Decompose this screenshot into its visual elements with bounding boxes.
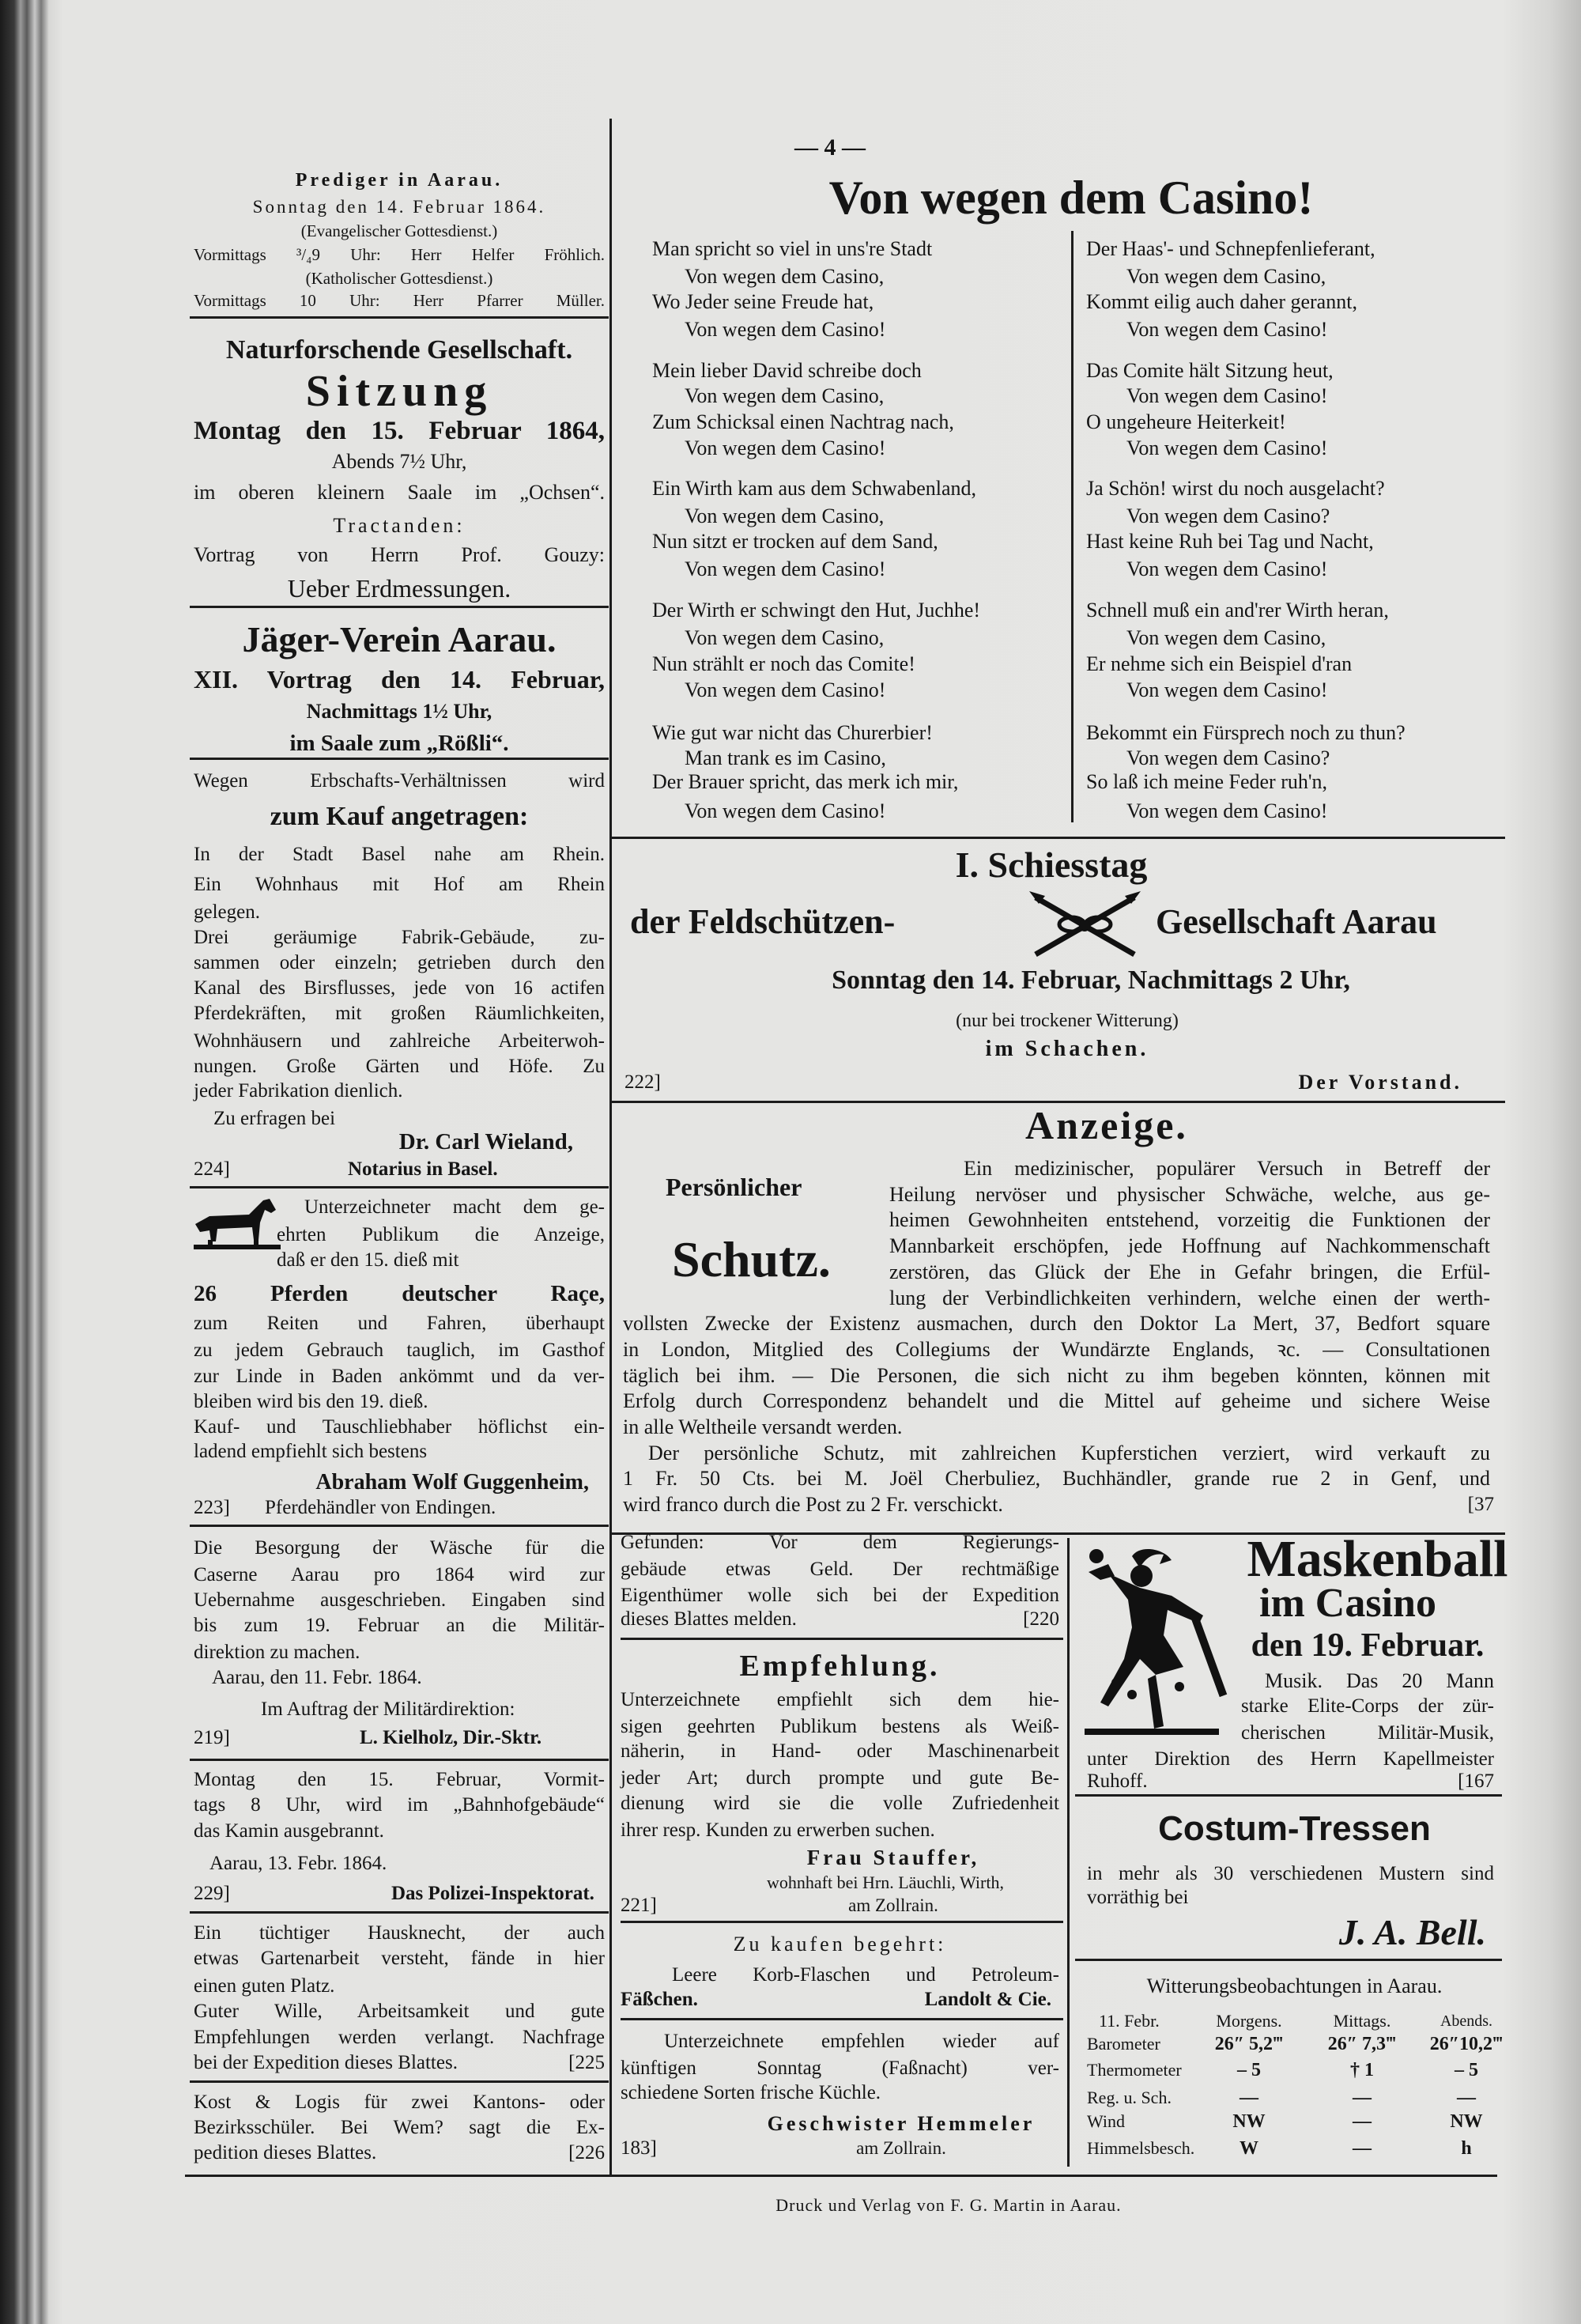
text-line: am Zollrain. — [856, 2138, 946, 2158]
poem-line: Hast keine Ruh bei Tag und Nacht, — [1086, 530, 1374, 553]
rule — [1075, 1959, 1502, 1961]
crossed-rifles-icon — [1028, 890, 1142, 961]
text-line: bis zum 19. Februar an die Militär- — [194, 1615, 605, 1636]
column-divider-lower — [1067, 1538, 1070, 2167]
rule — [190, 2080, 609, 2083]
text-line: jeder Art; durch prompte und gute Be- — [621, 1767, 1059, 1789]
signature: Landolt & Cie. — [924, 1989, 1051, 2010]
ad-title: Costum-Tressen — [1158, 1809, 1431, 1848]
poem-line: Er nehme sich ein Beispiel d'ran — [1086, 652, 1353, 675]
poem-line: Das Comite hält Sitzung heut, — [1086, 359, 1334, 382]
ad-number: 224] — [194, 1158, 230, 1180]
row-label: Wind — [1087, 2111, 1125, 2131]
table-cell: — — [1240, 2088, 1258, 2108]
rule — [621, 1638, 1063, 1640]
table-cell: NW — [1450, 2111, 1483, 2132]
table-cell: 26″ 5,2‴ — [1214, 2034, 1284, 2054]
bottom-rule — [185, 2175, 1497, 2177]
poem-title: Von wegen dem Casino! — [828, 172, 1314, 224]
horse-icon — [194, 1192, 281, 1264]
ad-number: 183] — [621, 2137, 657, 2159]
poem-line: Schnell muß ein and'rer Wirth heran, — [1086, 599, 1389, 622]
table-title: Witterungsbeobachtungen in Aarau. — [1146, 1974, 1443, 1997]
header-cell: Morgens. — [1216, 2011, 1282, 2031]
poem-line: Von wegen dem Casino? — [1126, 746, 1330, 769]
text-line: bei der Expedition dieses Blattes. — [194, 2052, 458, 2073]
text-line: Aarau, 13. Febr. 1864. — [209, 1853, 387, 1874]
ad-side-heading: Schutz. — [672, 1231, 831, 1287]
poem-divider — [1071, 231, 1073, 822]
poem-line: Kommt eilig auch daher gerannt, — [1086, 290, 1357, 313]
poem-line: Man trank es im Casino, — [685, 746, 886, 769]
poem-line: Wo Jeder seine Freude hat, — [652, 290, 874, 313]
ad-title: Anzeige. — [1025, 1103, 1188, 1147]
text-line: cherischen Militär-Musik, — [1241, 1722, 1494, 1744]
poem-line: Von wegen dem Casino, — [685, 626, 885, 649]
notice-title: Zu kaufen begehrt: — [733, 1933, 947, 1956]
rule — [190, 1759, 609, 1761]
ad-date: Sonntag den 14. Februar, Nachmittags 2 Uhr, — [832, 965, 1350, 995]
text-line: vorräthig bei — [1087, 1887, 1189, 1908]
column-divider — [609, 119, 612, 2175]
text-line: Empfehlungen werden verlangt. Nachfrage — [194, 2027, 605, 2048]
text-line: in alle Weltheile versandt werden. — [623, 1415, 903, 1438]
rule — [190, 758, 609, 760]
text-line: unter Direktion des Herrn Kapellmeister — [1087, 1748, 1494, 1770]
text-line: in mehr als 30 verschiedenen Mustern sind — [1087, 1863, 1494, 1884]
row-label: Reg. u. Sch. — [1087, 2088, 1172, 2107]
text-line: gebäude etwas Geld. Der rechtmäßige — [621, 1559, 1059, 1580]
poem-line: Bekommt ein Fürsprech noch zu thun? — [1086, 721, 1406, 744]
signature: Dr. Carl Wieland, — [398, 1129, 573, 1154]
text-line: Die Besorgung der Wäsche für die — [194, 1537, 605, 1559]
table-cell: W — [1240, 2138, 1258, 2159]
ad-title-left: der Feldschützen- — [630, 902, 896, 941]
signature: Frau Stauffer, — [806, 1846, 980, 1869]
ad-title: Maskenball — [1247, 1530, 1508, 1588]
table-cell: † 1 — [1350, 2060, 1374, 2080]
text-line: (Katholischer Gottesdienst.) — [305, 269, 493, 288]
poem-line: Von wegen dem Casino! — [1126, 799, 1328, 822]
notice-title: Empfehlung. — [739, 1649, 941, 1683]
notice-title: Jäger-Verein Aarau. — [242, 619, 557, 659]
table-cell: – 5 — [1455, 2060, 1478, 2080]
table-cell: — — [1353, 2138, 1372, 2159]
header-cell: Mittags. — [1333, 2011, 1391, 2031]
signature: Abraham Wolf Guggenheim, — [315, 1470, 589, 1495]
text-line: Aarau, den 11. Febr. 1864. — [212, 1667, 422, 1688]
ad-number: 229] — [194, 1883, 230, 1904]
text-line: Montag den 15. Februar, Vormit- — [194, 1769, 605, 1790]
text-line: (Evangelischer Gottesdienst.) — [300, 221, 498, 240]
signature: L. Kielholz, Dir.-Sktr. — [360, 1727, 542, 1748]
text-line: Wegen Erbschafts-Verhältnissen wird — [194, 770, 605, 792]
text-line: täglich bei ihm. — Die Personen, die sich nicht zu ihm begeben könnten, können mit — [623, 1363, 1490, 1387]
row-label: Himmelsbesch. — [1087, 2138, 1195, 2158]
text-line: Unterzeichnete empfiehlt sich dem hie- — [621, 1689, 1059, 1710]
text-line: ihrer resp. Kunden zu erwerben suchen. — [621, 1820, 935, 1841]
text-line: sammen oder einzeln; getrieben durch den — [194, 952, 605, 973]
poem-line: Der Haas'- und Schnepfenlieferant, — [1086, 237, 1375, 260]
poem-line: Der Wirth er schwingt den Hut, Juchhe! — [652, 599, 981, 622]
text-line: dienung wird sie die volle Zufriedenheit — [621, 1793, 1059, 1814]
text-line: zum Reiten und Fahren, überhaupt — [194, 1313, 605, 1334]
poem-line: Ein Wirth kam aus dem Schwabenland, — [652, 477, 977, 500]
rule — [612, 837, 1505, 839]
ad-subtitle: im Casino — [1259, 1581, 1436, 1626]
text-line: pedition dieses Blattes. — [194, 2142, 377, 2163]
text-line: in London, Mitglied des Collegiums der Wundärzte Englands, ꝛc. — Consultationen — [623, 1337, 1490, 1361]
footer-imprint: Druck und Verlag von F. G. Martin in Aarau. — [775, 2195, 1122, 2215]
text-line: Tractanden: — [333, 514, 466, 537]
ad-number: [226 — [568, 2142, 605, 2163]
text-line: Kanal des Birsflusses, jede von 16 actifen — [194, 977, 605, 999]
text-line: daß er den 15. dieß mit — [277, 1249, 459, 1271]
rule — [190, 316, 609, 319]
poem-line: Der Brauer spricht, das merk ich mir, — [652, 770, 959, 793]
text-line: zerstören, das Glück der Ehe in Gefahr bringen, die Erfül- — [889, 1260, 1490, 1283]
text-line: gelegen. — [194, 901, 260, 923]
text-line: Erfolg durch Correspondenz behandelt und die Mittel auf geheime und sichere Weise — [623, 1389, 1490, 1413]
text-line: ehrten Publikum die Anzeige, — [277, 1224, 605, 1245]
text-line: Abends 7½ Uhr, — [331, 450, 467, 473]
poem-line: Von wegen dem Casino! — [1126, 557, 1328, 580]
text-line: Nachmittags 1½ Uhr, — [306, 700, 492, 723]
signature: J. A. Bell. — [1338, 1912, 1486, 1952]
text-line: wohnhaft bei Hrn. Läuchli, Wirth, — [767, 1872, 1004, 1892]
text-line: Ruhoff. — [1087, 1770, 1148, 1792]
text-line: Sonntag den 14. Februar 1864. — [252, 197, 546, 217]
page-number: — 4 — — [794, 134, 866, 161]
text-line: Gefunden: Vor dem Regierungs- — [621, 1532, 1059, 1553]
text-line: Leere Korb-Flaschen und Petroleum- — [672, 1964, 1059, 1986]
text-line: jeder Fabrikation dienlich. — [194, 1080, 403, 1102]
text-line: Zu erfragen bei — [213, 1108, 336, 1129]
text-line: Caserne Aarau pro 1864 wird zur — [194, 1564, 605, 1585]
text-line: lung der Verbindlichkeiten verhindern, welche einen der werth- — [889, 1286, 1490, 1309]
text-line: Ueber Erdmessungen. — [287, 574, 511, 603]
header-cell: 11. Febr. — [1099, 2011, 1160, 2031]
text-line: Fäßchen. — [621, 1989, 698, 2010]
poem-line: Zum Schicksal einen Nachtrag nach, — [652, 410, 954, 433]
text-line: Pferdekräften, mit großen Räumlichkeiten, — [194, 1003, 605, 1024]
text-line: Im Auftrag der Militärdirektion: — [261, 1699, 515, 1720]
poem-line: So laß ich meine Feder ruh'n, — [1086, 770, 1328, 793]
text-line: Der persönliche Schutz, mit zahlreichen Kupferstichen verziert, wird verkauft zu — [648, 1441, 1490, 1464]
ad-number: [220 — [1023, 1608, 1059, 1630]
text-line: Musik. Das 20 Mann — [1265, 1669, 1494, 1692]
poem-line: Nun sitzt er trocken auf dem Sand, — [652, 530, 938, 553]
text-line: im oberen kleinern Saale im „Ochsen“. — [194, 481, 605, 504]
poem-line: Von wegen dem Casino! — [685, 799, 886, 822]
poem-line: Von wegen dem Casino? — [1126, 504, 1330, 527]
text-line: starke Elite-Corps der zür- — [1241, 1695, 1494, 1717]
ad-number: [37 — [1467, 1494, 1494, 1515]
ad-place: im Schachen. — [985, 1037, 1149, 1061]
notice-heading: zum Kauf angetragen: — [270, 802, 529, 831]
row-label: Thermometer — [1087, 2060, 1182, 2080]
text-line: künftigen Sonntag (Faßnacht) ver- — [621, 2058, 1059, 2079]
table-cell: – 5 — [1237, 2060, 1261, 2080]
row-label: Barometer — [1087, 2034, 1160, 2054]
text-line: Kost & Logis für zwei Kantons- oder — [194, 2092, 605, 2113]
text-line: am Zollrain. — [848, 1895, 938, 1915]
poem-line: Wie gut war nicht das Churerbier! — [652, 721, 933, 744]
text-line: ladend empfiehlt sich bestens — [194, 1441, 428, 1462]
text-line: heimen Gewohnheiten entstehend, vorzeitig die Funktionen der — [889, 1208, 1490, 1232]
jester-icon — [1085, 1540, 1231, 1738]
text-line: direktion zu machen. — [194, 1642, 360, 1663]
text-line: 26 Pferden deutscher Raçe, — [194, 1281, 605, 1306]
rule — [190, 1911, 609, 1914]
poem-line: Von wegen dem Casino! — [685, 557, 886, 580]
ad-side-title: Persönlicher — [666, 1173, 802, 1201]
table-cell: — — [1353, 2088, 1372, 2108]
notice-title: Prediger in Aarau. — [295, 170, 504, 191]
text-line: 1 Fr. 50 Cts. bei M. Joël Cherbuliez, Buchhändler, grande rue 2 in Genf, und — [623, 1467, 1490, 1491]
rule — [1075, 1794, 1502, 1797]
ad-date: den 19. Februar. — [1251, 1627, 1485, 1664]
ad-number: 221] — [621, 1895, 657, 1916]
poem-line: Von wegen dem Casino! — [1126, 678, 1328, 701]
text-line: zu jedem Gebrauch tauglich, im Gasthof — [194, 1340, 605, 1361]
ad-number: 219] — [194, 1727, 230, 1748]
text-line: sigen geehrten Publikum bestens als Weiß- — [621, 1716, 1059, 1737]
text-line: Uebernahme ausgeschrieben. Eingaben sind — [194, 1589, 605, 1611]
text-line: schiedene Sorten frische Küchle. — [621, 2082, 881, 2103]
rule — [190, 1186, 609, 1188]
text-line: einen guten Platz. — [194, 1975, 335, 1997]
text-line: nungen. Große Gärten und Höfe. Zu — [194, 1056, 605, 1077]
rule — [190, 606, 609, 608]
ad-number: 223] — [194, 1497, 230, 1518]
table-cell: h — [1461, 2138, 1472, 2159]
poem-line: Ja Schön! wirst du noch ausgelacht? — [1086, 477, 1385, 500]
rule — [190, 1525, 609, 1527]
rule — [621, 2018, 1063, 2020]
text-line: Montag den 15. Februar 1864, — [194, 417, 605, 445]
ad-title-right: Gesellschaft Aarau — [1156, 902, 1437, 941]
text-line: Kauf- und Tauschliebhaber höflichst ein- — [194, 1416, 605, 1438]
text-line: Bezirksschüler. Bei Wem? sagt die Ex- — [194, 2117, 605, 2138]
text-line: Pferdehändler von Endingen. — [265, 1497, 496, 1518]
ad-condition: (nur bei trockener Witterung) — [956, 1011, 1179, 1031]
poem-line: Von wegen dem Casino, — [1126, 265, 1326, 288]
text-line: Mannbarkeit erschöpfen, jede Hoffnung auf Nachkommenschaft — [889, 1234, 1490, 1258]
table-cell: NW — [1232, 2111, 1266, 2132]
text-line: Unterzeichnete empfehlen wieder auf — [664, 2031, 1059, 2052]
table-cell: 26″ 7,3‴ — [1327, 2034, 1397, 2054]
poem-line: O ungeheure Heiterkeit! — [1086, 410, 1286, 433]
text-line: wird franco durch die Post zu 2 Fr. verschickt. — [623, 1493, 1003, 1517]
signature: Geschwister Hemmeler — [767, 2112, 1036, 2135]
rule — [621, 1921, 1063, 1923]
text-line: Ein medizinischer, populärer Versuch in Betreff der — [964, 1157, 1490, 1180]
poem-line: Von wegen dem Casino! — [685, 436, 886, 459]
table-cell: 26″10,2‴ — [1429, 2034, 1504, 2054]
text-line: bleiben wird bis den 19. dieß. — [194, 1391, 428, 1412]
ad-title: I. Schiesstag — [955, 845, 1148, 885]
text-line: näherin, in Hand- oder Maschinenarbeit — [621, 1740, 1059, 1762]
text-line: tags 8 Uhr, wird im „Bahnhofgebäude“ — [194, 1794, 605, 1816]
poem-line: Nun strählt er noch das Comite! — [652, 652, 915, 675]
notice-title: Naturforschende Gesellschaft. — [225, 335, 573, 365]
poem-line: Von wegen dem Casino, — [685, 265, 885, 288]
text-line: Unterzeichneter macht dem ge- — [304, 1196, 605, 1218]
poem-line: Von wegen dem Casino! — [685, 678, 886, 701]
poem-line: Mein lieber David schreibe doch — [652, 359, 922, 382]
text-line: Vortrag von Herrn Prof. Gouzy: — [194, 543, 605, 566]
signature: Der Vorstand. — [1298, 1071, 1462, 1094]
text-line: im Saale zum „Rößli“. — [289, 731, 509, 756]
text-line: In der Stadt Basel nahe am Rhein. — [194, 844, 605, 865]
text-line: Heilung nervöser und physischer Schwäche, welche, aus ge- — [889, 1182, 1490, 1206]
ad-number: [225 — [568, 2052, 605, 2073]
notice-heading: Sitzung — [305, 367, 493, 416]
ad-number: [167 — [1458, 1770, 1494, 1792]
text-line: Guter Wille, Arbeitsamkeit und gute — [194, 2001, 605, 2022]
text-line: Ein Wohnhaus mit Hof am Rhein — [194, 874, 605, 895]
text-line: dieses Blattes melden. — [621, 1608, 797, 1630]
header-cell: Abends. — [1440, 2012, 1493, 2030]
text-line: Drei geräumige Fabrik-Gebäude, zu- — [194, 927, 605, 948]
poem-line: Von wegen dem Casino, — [1126, 626, 1326, 649]
text-line: Vormittags 10 Uhr: Herr Pfarrer Müller. — [194, 291, 605, 310]
poem-line: Von wegen dem Casino! — [685, 318, 886, 341]
text-line: Wohnhäusern und zahlreiche Arbeiterwoh- — [194, 1030, 605, 1052]
text-line: das Kamin ausgebrannt. — [194, 1820, 384, 1842]
poem-line: Von wegen dem Casino! — [1126, 318, 1328, 341]
text-line: Eigenthümer wolle sich bei der Expedition — [621, 1585, 1059, 1606]
text-line: zur Linde in Baden ankömmt und da ver- — [194, 1366, 605, 1387]
text-line: vollsten Zwecke der Existenz ausmachen, durch den Doktor La Mert, 37, Bedfort square — [623, 1312, 1490, 1336]
poem-line: Man spricht so viel in uns're Stadt — [652, 237, 933, 260]
ad-number: 222] — [624, 1071, 661, 1093]
table-cell: — — [1353, 2111, 1372, 2132]
text-line: etwas Gartenarbeit versteht, fände in hier — [194, 1948, 605, 1969]
poem-line: Von wegen dem Casino! — [1126, 436, 1328, 459]
poem-line: Von wegen dem Casino, — [685, 384, 885, 407]
poem-line: Von wegen dem Casino! — [1126, 384, 1328, 407]
text-line: XII. Vortrag den 14. Februar, — [194, 665, 605, 693]
table-cell: — — [1457, 2088, 1476, 2108]
text-line: Ein tüchtiger Hausknecht, der auch — [194, 1922, 605, 1944]
poem-line: Von wegen dem Casino, — [685, 504, 885, 527]
text-line: Notarius in Basel. — [348, 1158, 498, 1180]
signature: Das Polizei-Inspektorat. — [391, 1883, 594, 1904]
text-line: Vormittags ³/₄9 Uhr: Herr Helfer Fröhlich. — [194, 245, 605, 264]
